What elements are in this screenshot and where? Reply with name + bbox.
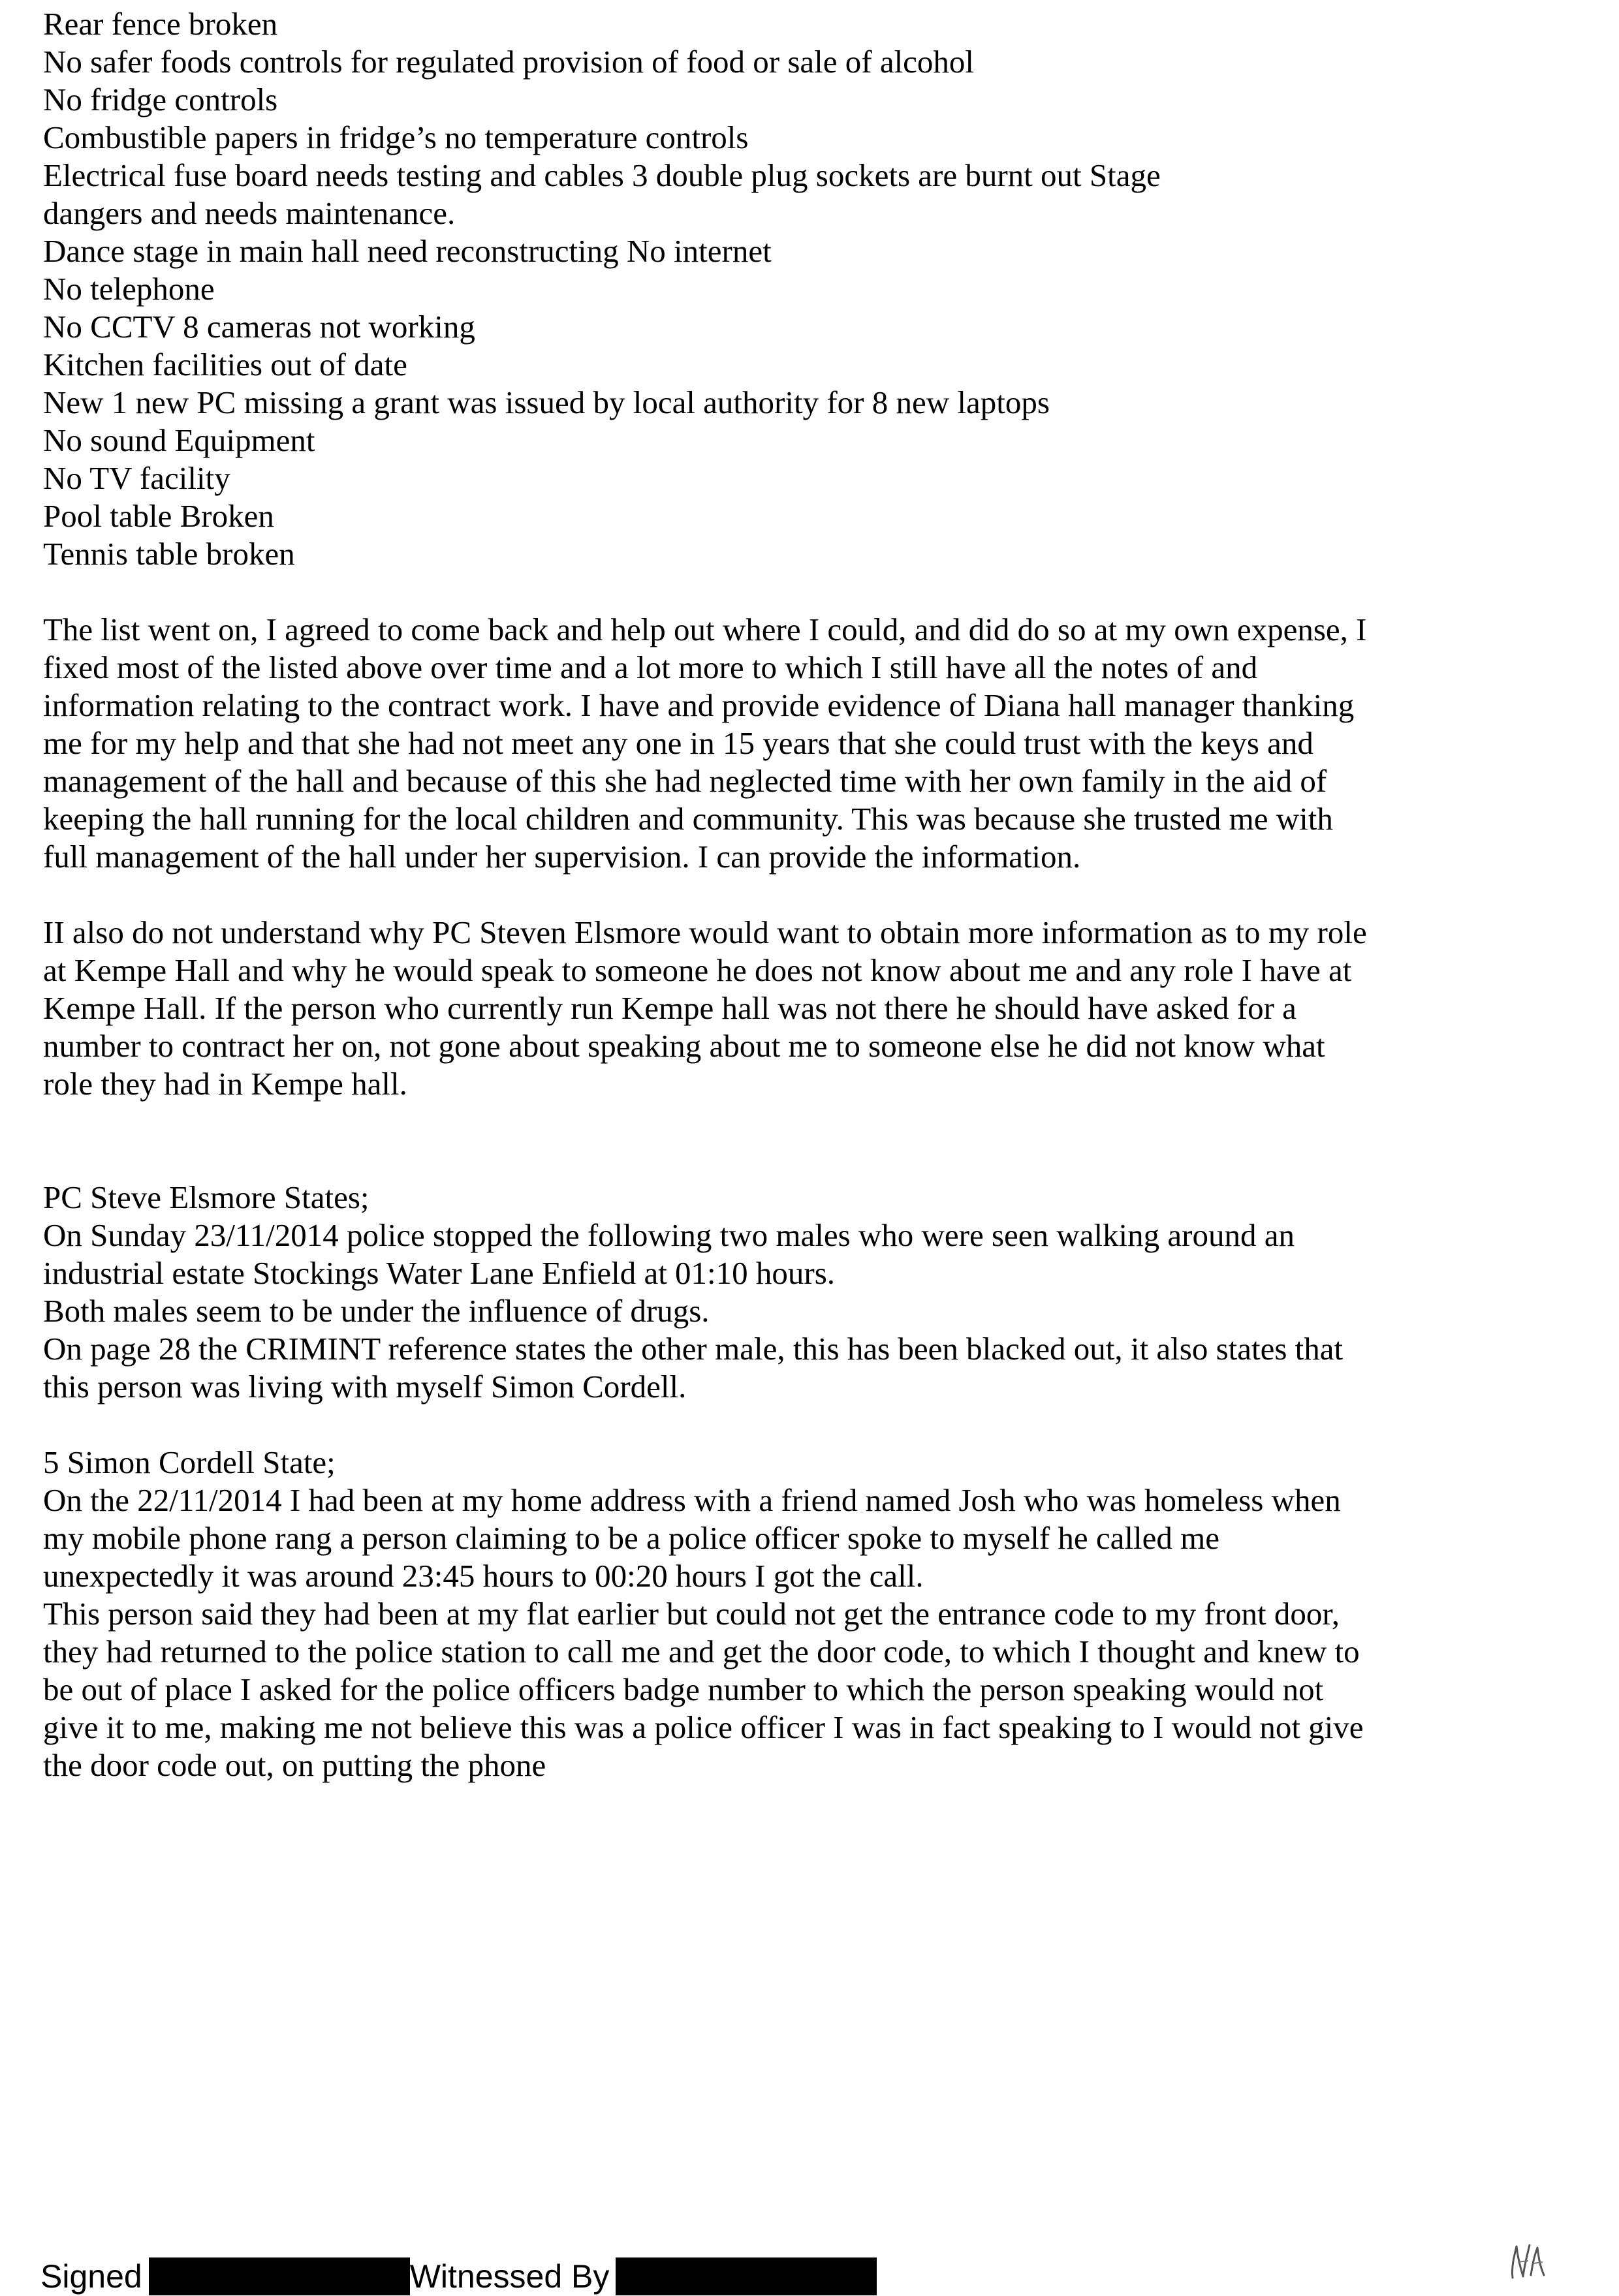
list-item: Pool table Broken: [43, 498, 274, 534]
list-item: Electrical fuse board needs testing and cables 3 double plug sockets are burnt out Stage: [43, 157, 1161, 193]
paragraph-cordell-statement: [43, 1444, 1545, 1784]
list-item: No fridge controls: [43, 82, 278, 117]
paragraph-line: management of the hall and because of this she had neglected time with her own family in the aid of: [43, 763, 1327, 799]
paragraph-line: On page 28 the CRIMINT reference states the other male, this has been blacked out, it also states that: [43, 1331, 1344, 1367]
issues-list: [43, 5, 1545, 573]
paragraph-line: Kempe Hall. If the person who currently run Kempe hall was not there he should have asked for a: [43, 990, 1297, 1026]
paragraph-line: they had returned to the police station to call me and get the door code, to which I thought and knew to: [43, 1634, 1360, 1669]
witnessed-label: Witnessed By: [409, 2258, 610, 2295]
paragraph-line: PC Steve Elsmore States;: [43, 1179, 369, 1215]
list-item: New 1 new PC missing a grant was issued by local authority for 8 new laptops: [43, 384, 1050, 420]
list-item: No safer foods controls for regulated provision of food or sale of alcohol: [43, 44, 975, 80]
paragraph-line: my mobile phone rang a person claiming to be a police officer spoke to myself he called me: [43, 1520, 1219, 1556]
paragraph-line: industrial estate Stockings Water Lane Enfield at 01:10 hours.: [43, 1255, 836, 1291]
paragraph-line: This person said they had been at my flat earlier but could not get the entrance code to my front door,: [43, 1596, 1340, 1632]
paragraph-line: II also do not understand why PC Steven Elsmore would want to obtain more information as to my role: [43, 914, 1367, 950]
paragraph-line: information relating to the contract work. I have and provide evidence of Diana hall manager thanking: [43, 687, 1355, 723]
paragraph-list-went-on: [43, 611, 1545, 876]
paragraph-line: give it to me, making me not believe this was a police officer I was in fact speaking to I would not give: [43, 1709, 1364, 1745]
handwritten-initials-icon: [1505, 2239, 1550, 2284]
paragraph-line: On the 22/11/2014 I had been at my home address with a friend named Josh who was homeless when: [43, 1482, 1341, 1518]
paragraph-line: me for my help and that she had not meet any one in 15 years that she could trust with the keys and: [43, 725, 1313, 761]
list-item: dangers and needs maintenance.: [43, 195, 456, 231]
paragraph-line: at Kempe Hall and why he would speak to someone he does not know about me and any role I have at: [43, 952, 1352, 988]
paragraph-kempe-hall: [43, 914, 1545, 1103]
paragraph-line: On Sunday 23/11/2014 police stopped the following two males who were seen walking around an: [43, 1217, 1295, 1253]
paragraph-pc-statement: [43, 1179, 1545, 1406]
paragraph-line: role they had in Kempe hall.: [43, 1066, 407, 1102]
signed-label: Signed: [40, 2258, 142, 2295]
paragraph-line: number to contract her on, not gone about speaking about me to someone else he did not know what: [43, 1028, 1325, 1064]
paragraph-line: keeping the hall running for the local children and community. This was because she trusted me with: [43, 801, 1333, 837]
paragraph-line: the door code out, on putting the phone: [43, 1747, 546, 1783]
list-item: Dance stage in main hall need reconstructing No internet: [43, 233, 772, 269]
list-item: No sound Equipment: [43, 422, 315, 458]
paragraph-line: The list went on, I agreed to come back and help out where I could, and did do so at my own expense, I: [43, 612, 1367, 647]
list-item: No telephone: [43, 271, 215, 307]
paragraph-line: unexpectedly it was around 23:45 hours to 00:20 hours I got the call.: [43, 1558, 924, 1594]
list-item: Kitchen facilities out of date: [43, 347, 407, 382]
document-page: [43, 5, 1545, 1784]
list-item: Combustible papers in fridge’s no temperature controls: [43, 119, 749, 155]
list-item: Rear fence broken: [43, 6, 278, 42]
list-item: No CCTV 8 cameras not working: [43, 309, 475, 345]
list-item: Tennis table broken: [43, 536, 295, 572]
list-item: No TV facility: [43, 460, 230, 496]
paragraph-line: Both males seem to be under the influence of drugs.: [43, 1293, 710, 1329]
paragraph-line: full management of the hall under her supervision. I can provide the information.: [43, 839, 1081, 875]
paragraph-line: be out of place I asked for the police officers badge number to which the person speaking would not: [43, 1671, 1324, 1707]
signature-redaction: [149, 2257, 410, 2295]
paragraph-line: 5 Simon Cordell State;: [43, 1444, 336, 1480]
witness-redaction: [616, 2257, 877, 2295]
paragraph-line: this person was living with myself Simon Cordell.: [43, 1369, 687, 1404]
signature-footer: [40, 2257, 877, 2296]
paragraph-line: fixed most of the listed above over time and a lot more to which I still have all the notes of and: [43, 649, 1258, 685]
